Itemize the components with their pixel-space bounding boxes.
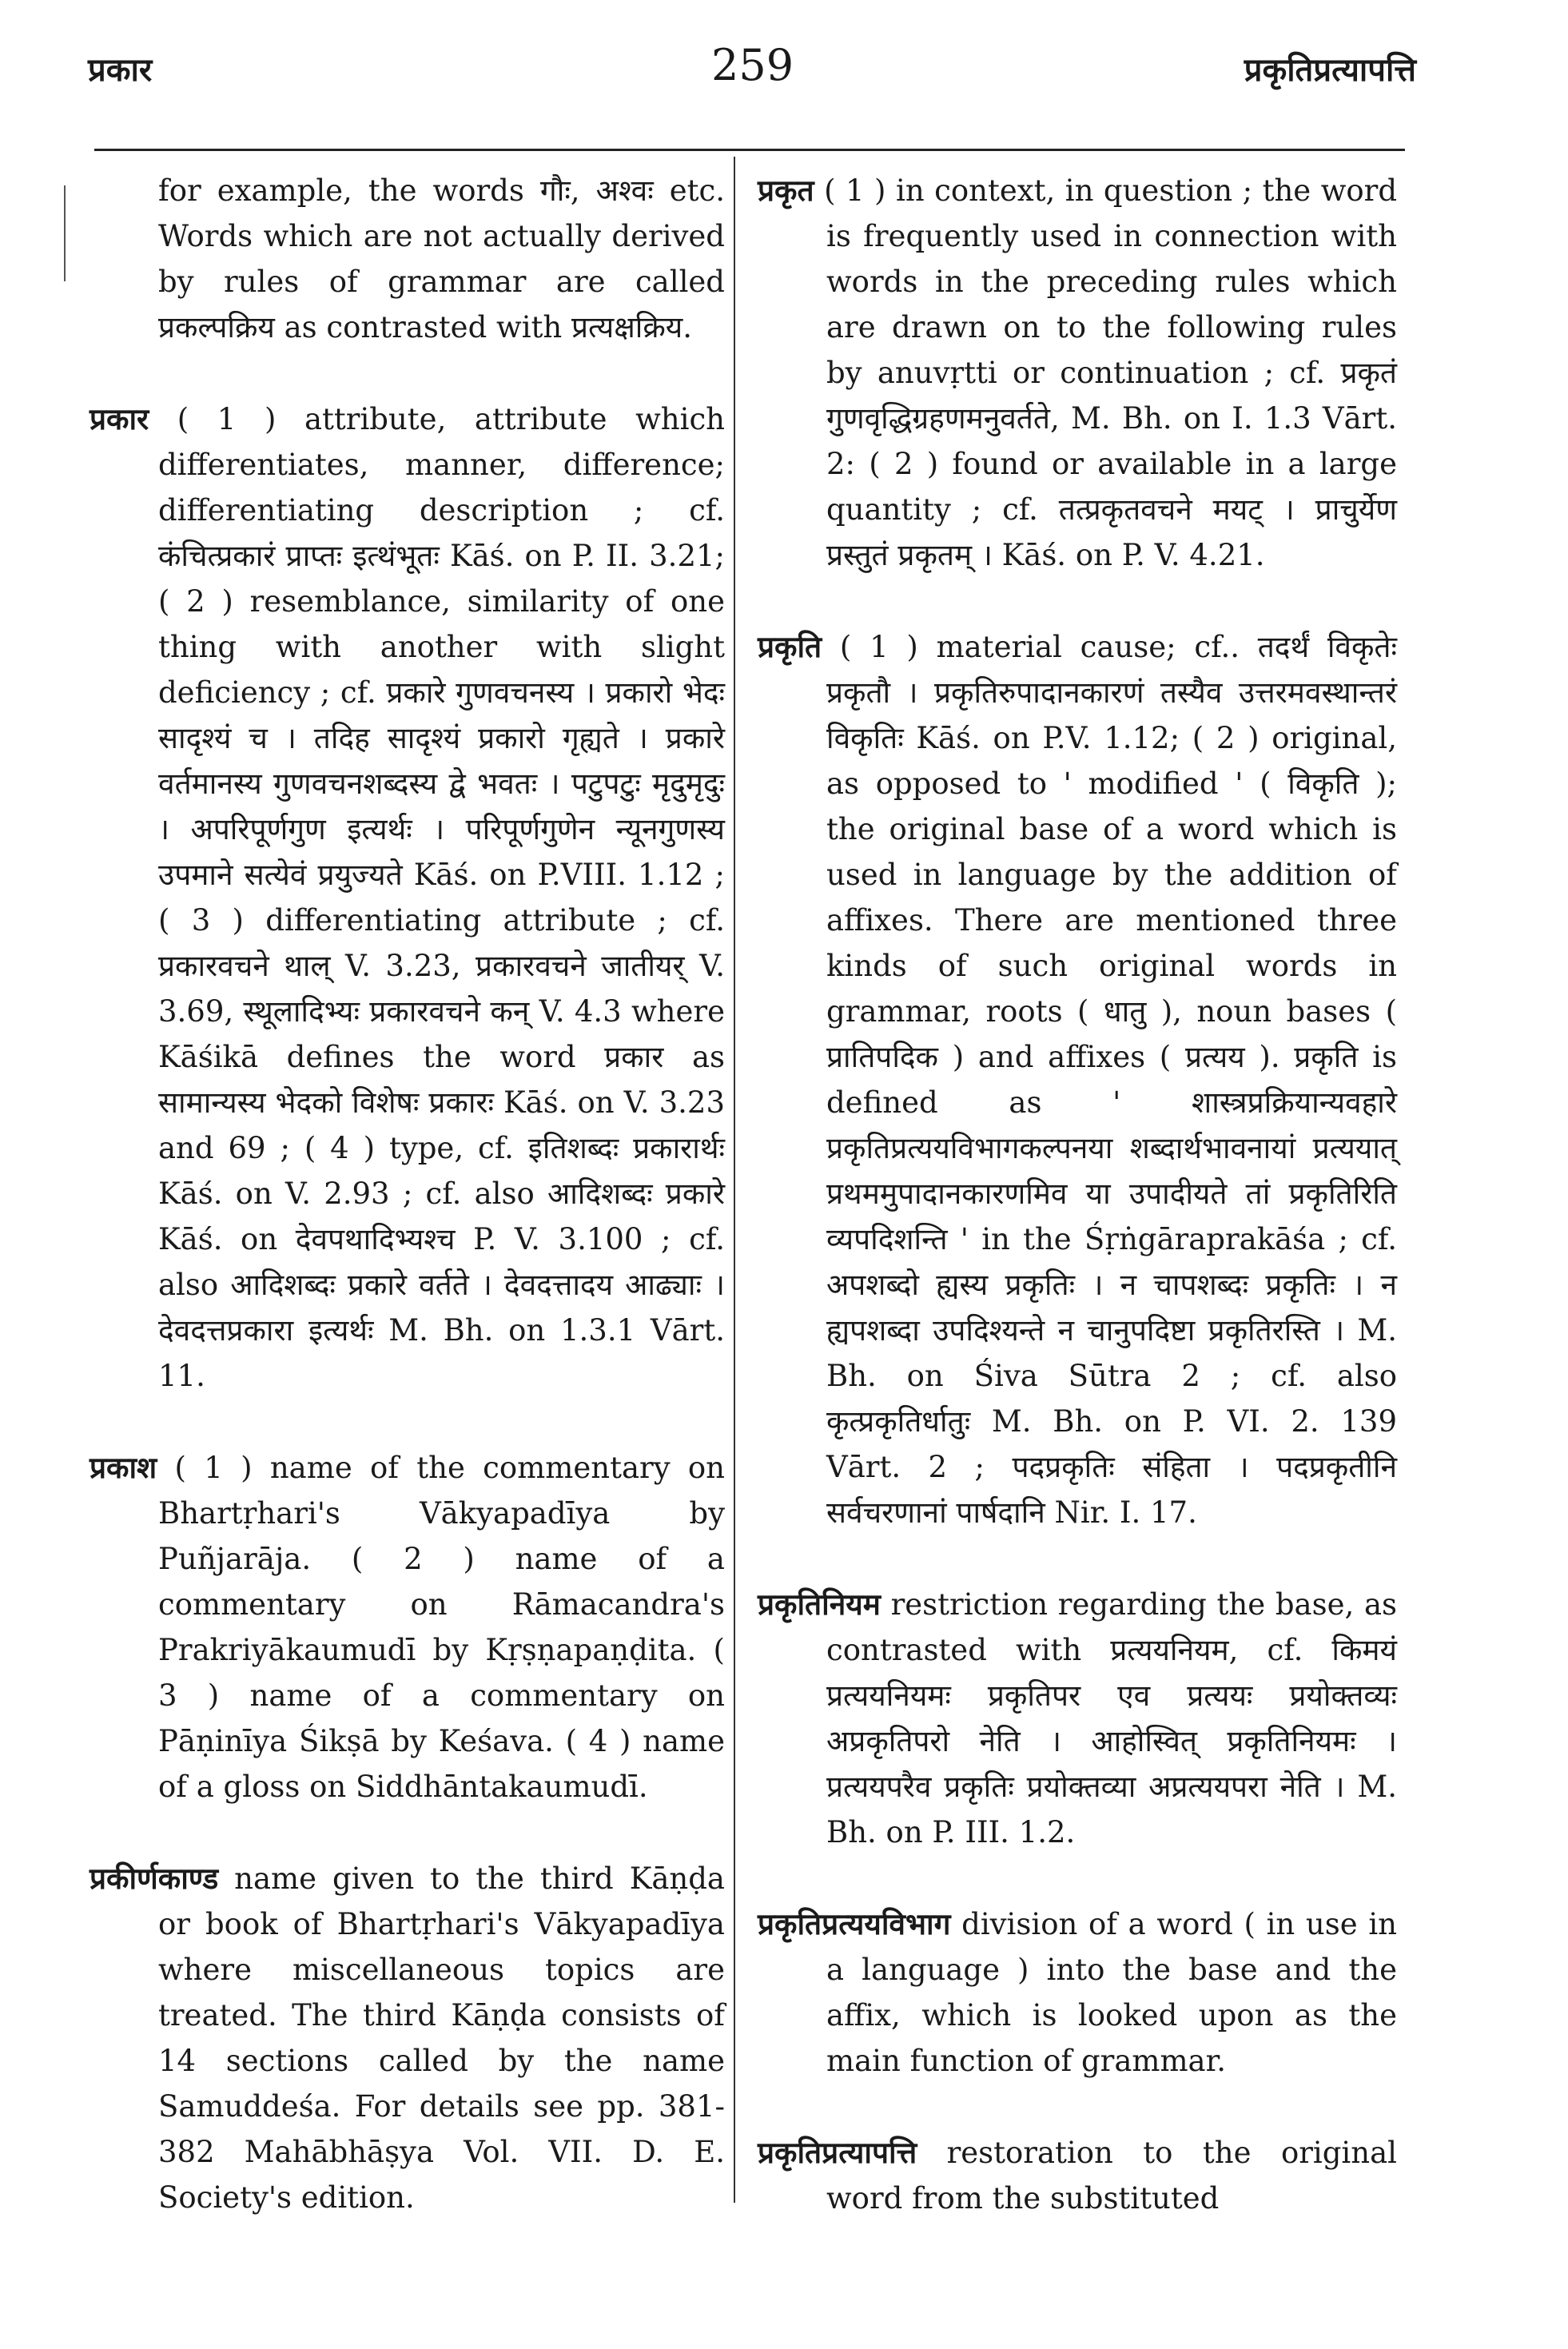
entry-headword: प्रकार <box>90 401 149 436</box>
entry-prakara <box>90 396 725 1399</box>
entry-prakasha <box>90 1445 725 1810</box>
entry-text: restriction regarding the base, as contrasted with प्रत्ययनियम, cf. किमयं प्रत्ययनियमः प्रकृतिपर एव प्रत्ययः प्रयोक्तव्यः अप्रकृतिपरो नेति । आहोस्वित् प्रकृतिनियमः । प्रत्ययपरैव प्रकृतिः प्रयोक्तव्या अप्रत्ययपरा नेति । M. Bh. on P. III. 1.2. <box>826 1587 1397 1849</box>
header-right-guide-word: प्रकृतिप्रत्यापत्ति <box>1244 51 1416 89</box>
entry-prakrtiniyama <box>758 1582 1397 1855</box>
entry-text: name given to the third Kāṇḍa or book of Bhartṛhari's Vākyapadīya where miscellaneous topics are treated. The third Kāṇḍa consists of 14 sections called by the name Samuddeśa. For details see pp. 381-382 Mahābhāṣya Vol. VII. D. E. Society's edition. <box>158 1861 725 2215</box>
entry-headword: प्रकृतिप्रत्ययविभाग <box>758 1906 951 1941</box>
entry-headword: प्रकाश <box>90 1450 157 1485</box>
entry-text: ( 1 ) material cause; cf.. तदर्थं विकृतेः प्रकृतौ । प्रकृतिरुपादानकारणं तस्यैव उत्तरमवस्थान्तरं विकृतिः Kāś. on P.V. 1.12; ( 2 ) original, as opposed to ' modified ' ( विकृति ); the original base of a word which is used in language by the addition of affixes. There are mentioned three kinds of such original words in grammar, roots ( धातु ), noun bases ( प्रातिपदिक ) and affixes ( प्रत्यय ). प्रकृति is defined as ' शास्त्रप्रक्रियान्यवहारे प्रकृतिप्रत्ययविभागकल्पनया शब्दार्थभावनायां प्रत्ययात् प्रथममुपादानकारणमिव या उपादीयते तां प्रकृतिरिति व्यपदिशन्ति ' in the Śṛṅgāraprakāśa ; cf. अपशब्दो ह्यस्य प्रकृतिः । न चापशब्दः प्रकृतिः । न ह्यपशब्दा उपदिश्यन्ते न चानुपदिष्टा प्रकृतिरस्ति । M. Bh. on Śiva Sūtra 2 ; cf. also कृत्प्रकृतिर्धातुः M. Bh. on P. VI. 2. 139 Vārt. 2 ; पदप्रकृतिः संहिता । पदप्रकृतीनि सर्वचरणानां पार्षदानि Nir. I. 17. <box>826 630 1397 1530</box>
entry-continuation <box>90 168 725 350</box>
entry-text: for example, the words गौः, अश्वः etc. Words which are not actually derived by rules of grammar are called प्रकल्पक्रिय as contrasted with प्रत्यक्षक्रिय. <box>158 173 725 344</box>
entry-prakrtipratyayavibhaga <box>758 1901 1397 2084</box>
entry-text: restoration to the original word from the substituted <box>826 2136 1397 2216</box>
entry-headword: प्रकीर्णकाण्ड <box>90 1861 219 1896</box>
entry-text: ( 1 ) in context, in question ; the word is frequently used in connection with words in the preceding rules which are drawn on to the following rules by anuvṛtti or continuation ; cf. प्रकृतं गुणवृद्धिग्रहणमनुवर्तते, M. Bh. on I. 1.3 Vārt. 2: ( 2 ) found or available in a large quantity ; cf. तत्प्रकृतवचने मयट् । प्राचुर्येण प्रस्तुतं प्रकृतम् । Kāś. on P. V. 4.21. <box>824 173 1398 572</box>
entry-headword: प्रकृतिप्रत्यापत्ति <box>758 2135 917 2170</box>
page-number: 259 <box>711 40 794 90</box>
entry-headword: प्रकृतिनियम <box>758 1587 881 1622</box>
entry-text: division of a word ( in use in a language ) into the base and the affix, which is looked upon as the main function of grammar. <box>826 1907 1397 2078</box>
entry-headword: प्रकृत <box>758 173 814 208</box>
entry-text: ( 1 ) name of the commentary on Bhartṛhari's Vākyapadīya by Puñjarāja. ( 2 ) name of a commentary on Rāmacandra's Prakriyākaumudī by Kṛṣṇapaṇḍita. ( 3 ) name of a commentary on Pāṇinīya Śikṣā by Keśava. ( 4 ) name of a gloss on Siddhāntakaumudī. <box>158 1451 725 1804</box>
entry-text: ( 1 ) attribute, attribute which differentiates, manner, difference; differentiating description ; cf. कंचित्प्रकारं प्राप्तः इत्थंभूतः Kāś. on P. II. 3.21; ( 2 ) resemblance, similarity of one thing with another with slight deficiency ; cf. प्रकारे गुणवचनस्य । प्रकारो भेदः सादृश्यं च । तदिह सादृश्यं प्रकारो गृह्यते । प्रकारे वर्तमानस्य गुणवचनशब्दस्य द्वे भवतः । पटुपटुः मृदुमृदुः । अपरिपूर्णगुण इत्यर्थः । परिपूर्णगुणेन न्यूनगुणस्य उपमाने सत्येवं प्रयुज्यते Kāś. on P.VIII. 1.12 ; ( 3 ) differentiating attribute ; cf. प्रकारवचने थाल् V. 3.23, प्रकारवचने जातीयर् V. 3.69, स्थूलादिभ्यः प्रकारवचने कन् V. 4.3 where Kāśikā defines the word प्रकार as सामान्यस्य भेदको विशेषः प्रकारः Kāś. on V. 3.23 and 69 ; ( 4 ) type, cf. इतिशब्दः प्रकारार्थः Kāś. on V. 2.93 ; cf. also आदिशब्दः प्रकारे Kāś. on देवपथादिभ्यश्च P. V. 3.100 ; cf. also आदिशब्दः प्रकारे वर्तते । देवदत्तादय आढ्याः । देवदत्तप्रकारा इत्यर्थः M. Bh. on 1.3.1 Vārt. 11. <box>158 402 725 1393</box>
column-divider <box>734 157 735 2203</box>
entry-prakrtipratyapatti <box>758 2130 1397 2221</box>
entry-headword: प्रकृति <box>758 629 822 664</box>
header-left-guide-word: प्रकार <box>88 51 153 89</box>
left-column <box>90 168 725 2267</box>
entry-prakrti <box>758 624 1397 1535</box>
entry-prakirnakanda <box>90 1856 725 2220</box>
margin-mark <box>64 185 66 281</box>
header-rule <box>94 149 1405 151</box>
entry-prakrta <box>758 168 1397 578</box>
right-column <box>758 168 1397 2267</box>
